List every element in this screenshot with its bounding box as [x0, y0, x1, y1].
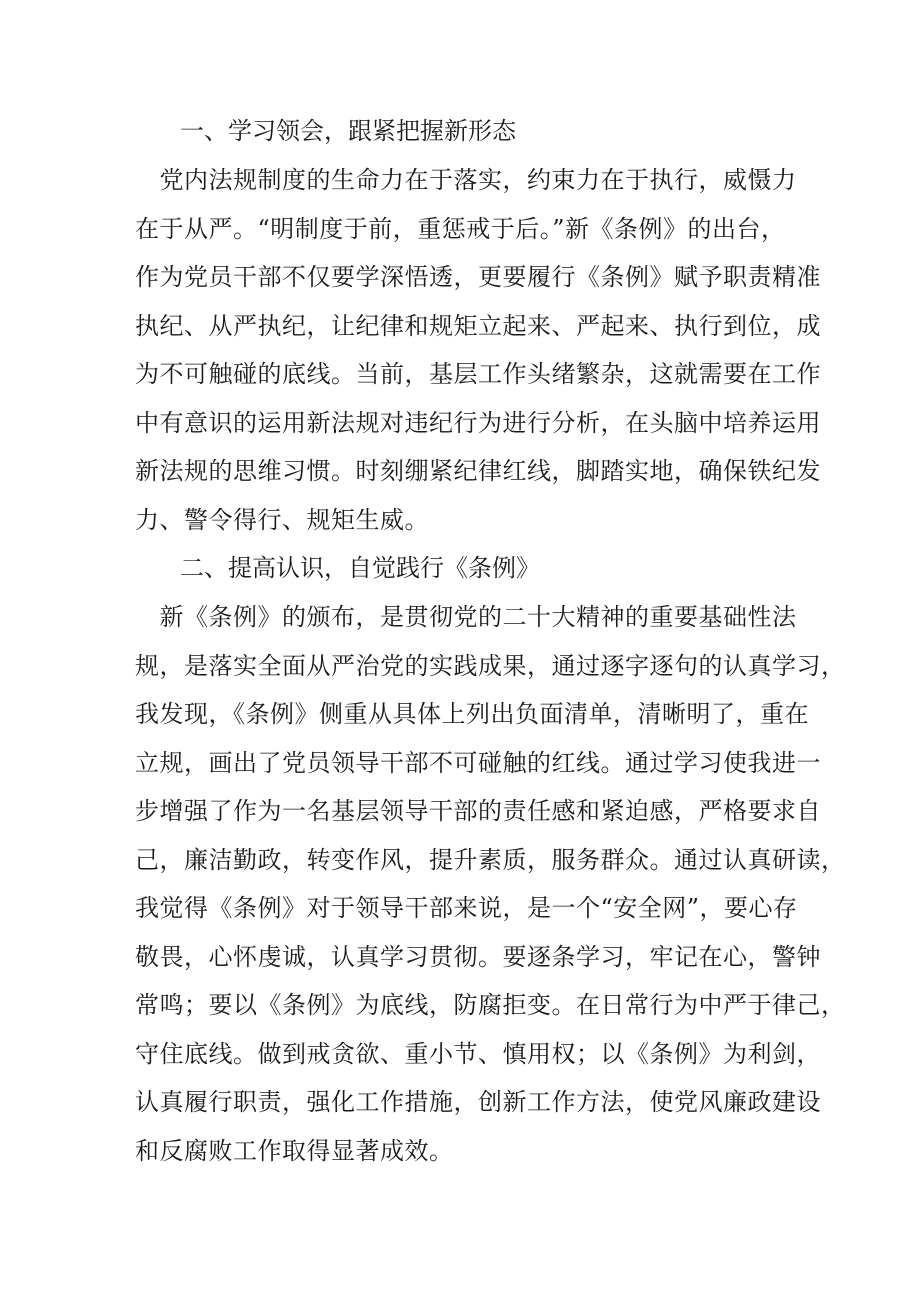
paragraph-line: 敬畏，心怀虔诚，认真学习贯彻。要逐条学习，牢记在心，警钟 — [135, 942, 821, 971]
paragraph-line: 我觉得《条例》对于领导干部来说，是一个“安全网”，要心存 — [135, 894, 798, 922]
paragraph-line: 和反腐败工作取得显著成效。 — [135, 1136, 454, 1165]
section-2-heading: 二、提高认识，自觉践行《条例》 — [180, 554, 540, 582]
paragraph-line: 新《条例》的颁布，是贯彻党的二十大精神的重要基础性法 — [135, 603, 797, 631]
paragraph-line: 常鸣；要以《条例》为底线，防腐拒变。在日常行为中严于律己， — [135, 991, 846, 1019]
paragraph-line: 步增强了作为一名基层领导干部的责任感和紧迫感，严格要求自 — [135, 797, 821, 825]
paragraph-line: 我发现，《条例》侧重从具体上列出负面清单，清晰明了，重在 — [135, 700, 809, 728]
paragraph-line: 力、警令得行、规矩生威。 — [135, 505, 429, 534]
paragraph-line: 作为党员干部不仅要学深悟透，更要履行《条例》赋予职责精准 — [135, 263, 821, 291]
paragraph-line: 己，廉洁勤政，转变作风，提升素质，服务群众。通过认真研读， — [135, 845, 846, 874]
paragraph-line: 守住底线。做到戒贪欲、重小节、慎用权；以《条例》为利剑， — [135, 1039, 821, 1068]
paragraph-line: 新法规的思维习惯。时刻绷紧纪律红线，脚踏实地，确保铁纪发 — [135, 457, 821, 485]
paragraph-line: 在于从严。“明制度于前，重惩戒于后。”新《条例》的出台， — [135, 214, 786, 243]
paragraph-line: 立规，画出了党员领导干部不可碰触的红线。通过学习使我进一 — [135, 748, 821, 777]
paragraph-line: 党内法规制度的生命力在于落实，约束力在于执行，威慑力 — [135, 166, 797, 194]
section-2-paragraph — [135, 593, 846, 1175]
paragraph-line: 执纪、从严执纪，让纪律和规矩立起来、严起来、执行到位，成 — [135, 311, 821, 340]
paragraph-line: 认真履行职责，强化工作措施，创新工作方法，使党风廉政建设 — [135, 1088, 821, 1116]
paragraph-line: 为不可触碰的底线。当前，基层工作头绪繁杂，这就需要在工作 — [135, 360, 821, 388]
section-1-paragraph — [135, 156, 821, 544]
paragraph-line: 中有意识的运用新法规对违纪行为进行分析，在头脑中培养运用 — [135, 408, 821, 437]
paragraph-line: 规，是落实全面从严治党的实践成果，通过逐字逐句的认真学习， — [135, 651, 846, 680]
section-1-heading: 一、学习领会，跟紧把握新形态 — [180, 117, 516, 145]
